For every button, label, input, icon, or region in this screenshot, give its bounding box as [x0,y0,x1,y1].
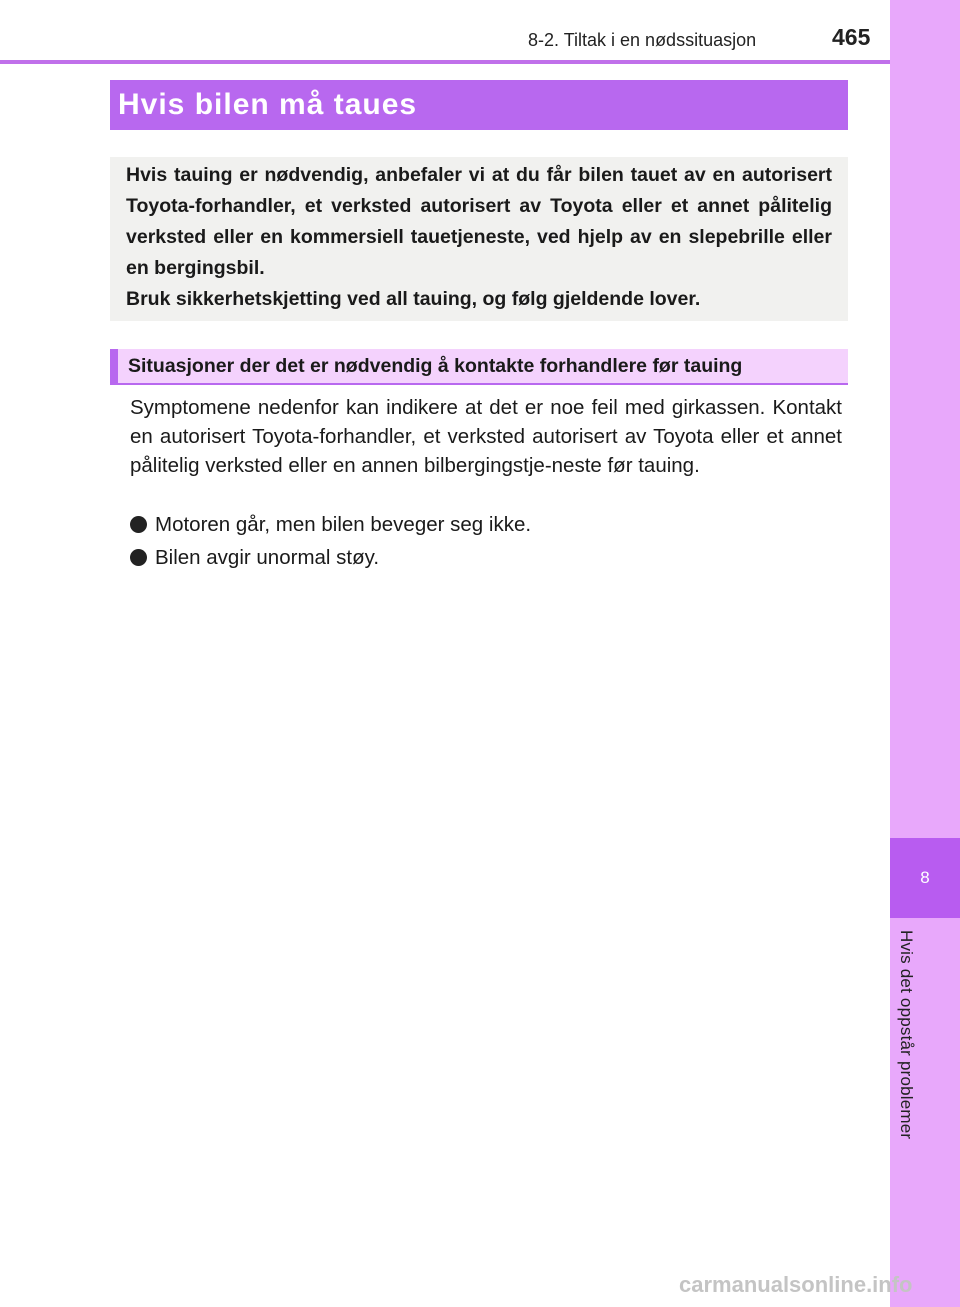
section-title: 8-2. Tiltak i en nødssituasjon [528,30,757,50]
page-number: 465 [832,24,871,50]
list-item [130,541,842,574]
chapter-title-label: Hvis det oppstår problemer [897,930,916,1140]
bullet-icon [130,549,147,566]
list-item [130,508,842,541]
notice-box [110,157,848,321]
notice-paragraph: Hvis tauing er nødvendig, anbefaler vi at du får bilen tauet av en autorisert Toyota-forhandler, et verksted autorisert av Toyota eller et annet pålitelig verksted eller en kommersiell tauetjeneste, ved hjelp av en slepebrille eller en bergingsbil. [126,164,832,279]
chapter-number-tab[interactable]: 8 [890,838,960,918]
page-title: Hvis bilen må taues [110,80,848,130]
body-text [130,393,842,480]
header-divider [0,60,890,64]
list-item-text: Motoren går, men bilen beveger seg ikke. [155,512,532,536]
watermark: carmanualsonline.info [679,1272,913,1297]
bullet-icon [130,516,147,533]
body-paragraph: Symptomene nedenfor kan indikere at det er noe feil med girkassen. Kontakt en autorisert Toyota-forhandler, et verksted autorisert av Toyota eller et annet pålitelig verksted eller en annen bilbergingstje-neste før tauing. [130,396,842,477]
bullet-list [130,508,842,574]
notice-paragraph: Bruk sikkerhetskjetting ved all tauing, og følg gjeldende lover. [126,288,701,310]
list-item-text: Bilen avgir unormal støy. [155,545,380,569]
subheading: Situasjoner der det er nødvendig å kontakte forhandlere før tauing [110,349,848,385]
